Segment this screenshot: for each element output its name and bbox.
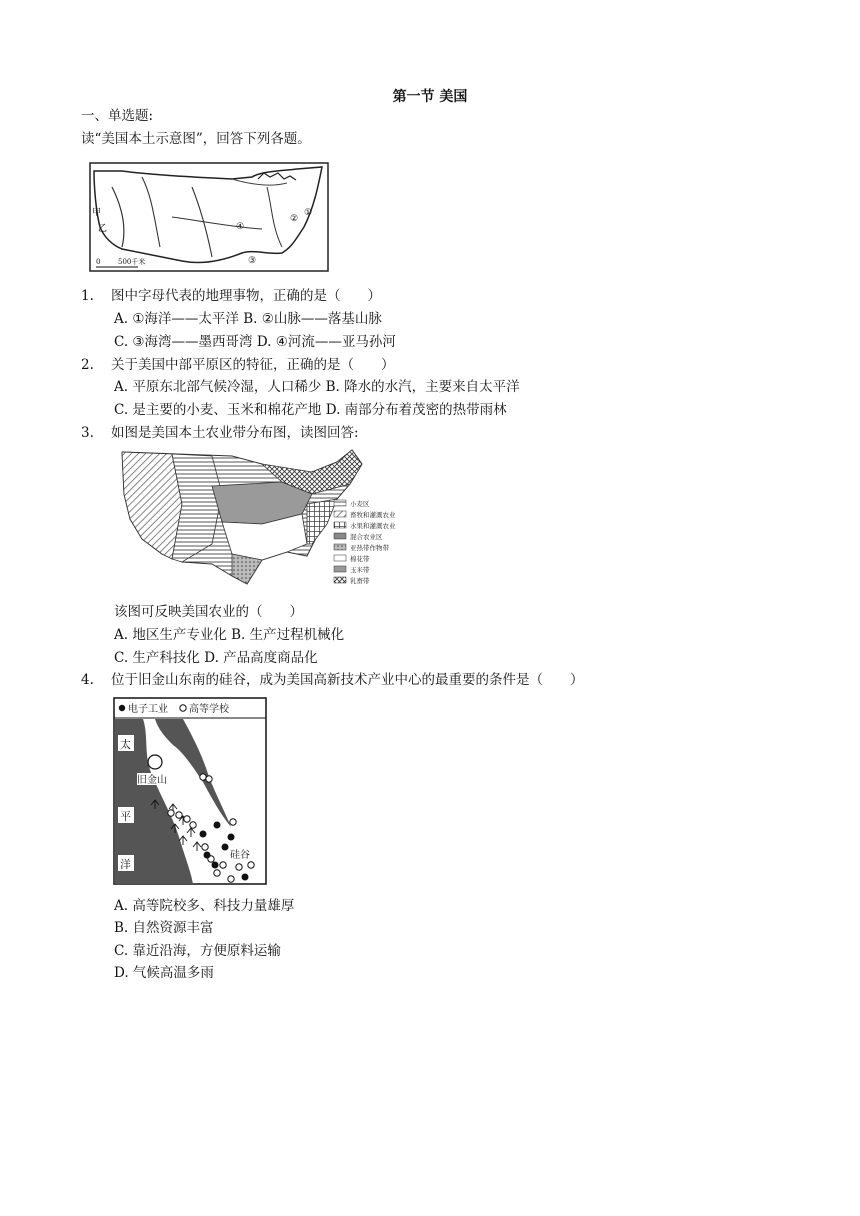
- map3-city-label: 旧金山: [137, 775, 167, 786]
- map1-scale-zero: 0: [96, 258, 101, 266]
- question-2: [81, 356, 395, 374]
- question-3-number: 3.: [81, 425, 94, 441]
- question-4-text: 位于旧金山东南的硅谷，成为美国高新技术产业中心的最重要的条件是（ ）: [111, 672, 584, 688]
- question-1-number: 1.: [81, 288, 94, 304]
- question-4: [81, 671, 584, 689]
- question-2-options-line-2: C. 是主要的小麦、玉米和棉花产地 D. 南部分布着茂密的热带雨林: [114, 402, 507, 418]
- map3-valley-label: 硅谷: [230, 850, 250, 861]
- map2-legend-6: 玉米带: [350, 566, 370, 574]
- question-4-option-d: D. 气候高温多雨: [114, 965, 214, 981]
- question-4-option-c: C. 靠近沿海，方便原料运输: [114, 943, 281, 959]
- map1-label-yi: 乙: [98, 224, 108, 234]
- map2-legend-2: 水果和灌溉农业: [350, 522, 396, 530]
- question-3-subquestion: 该图可反映美国农业的（ ）: [114, 604, 303, 620]
- question-1: [81, 287, 381, 305]
- map1-label-jia: 甲: [92, 208, 102, 218]
- question-2-number: 2.: [81, 357, 94, 373]
- map2-legend-5: 棉花带: [350, 555, 370, 563]
- map1-label-3: ③: [248, 256, 257, 266]
- map2-legend-1: 畜牧和灌溉农业: [350, 511, 396, 519]
- map2-legend-3: 混合农业区: [350, 533, 383, 541]
- intro-text: 读“美国本土示意图”，回答下列各题。: [81, 131, 311, 147]
- map3-legend-school: 高等学校: [189, 704, 229, 715]
- map3-legend-industry: 电子工业: [128, 704, 168, 715]
- question-2-options-line-1: A. 平原东北部气候冷湿，人口稀少 B. 降水的水汽，主要来自太平洋: [114, 379, 520, 395]
- page-title: 第一节 美国: [392, 89, 468, 105]
- question-3: [81, 424, 359, 442]
- question-4-option-b: B. 自然资源丰富: [114, 920, 214, 936]
- question-4-number: 4.: [81, 672, 94, 688]
- map1-label-4: ④: [236, 222, 245, 232]
- us-sketch-map: [82, 157, 332, 279]
- map1-label-1: ①: [304, 208, 313, 218]
- map2-legend-0: 小麦区: [350, 500, 370, 508]
- question-1-options-line-2: C. ③海湾——墨西哥湾 D. ④河流——亚马孙河: [114, 334, 396, 350]
- question-3-text: 如图是美国本土农业带分布图，读图回答:: [111, 425, 359, 441]
- question-4-option-a: A. 高等院校多、科技力量雄厚: [114, 898, 295, 914]
- map2-legend-4: 亚热带作物带: [350, 544, 389, 552]
- us-agriculture-belt-map: [112, 444, 412, 599]
- map1-scale: 500千米: [118, 258, 146, 266]
- silicon-valley-map: [113, 697, 268, 887]
- map2-legend-7: 乳畜带: [350, 577, 370, 585]
- question-3-options-line-2: C. 生产科技化 D. 产品高度商品化: [114, 650, 318, 666]
- section-heading: 一、单选题:: [81, 108, 154, 124]
- question-2-text: 关于美国中部平原区的特征，正确的是（ ）: [111, 357, 395, 373]
- question-1-options-line-1: A. ①海洋——太平洋 B. ②山脉——落基山脉: [114, 311, 382, 327]
- map3-ocean-char-3: 洋: [120, 858, 131, 871]
- question-3-options-line-1: A. 地区生产专业化 B. 生产过程机械化: [114, 627, 345, 643]
- map3-ocean-char-2: 平: [120, 810, 131, 823]
- map1-label-2: ②: [290, 214, 299, 224]
- map3-ocean-char-1: 太: [120, 738, 131, 751]
- question-1-text: 图中字母代表的地理事物，正确的是（ ）: [111, 288, 381, 304]
